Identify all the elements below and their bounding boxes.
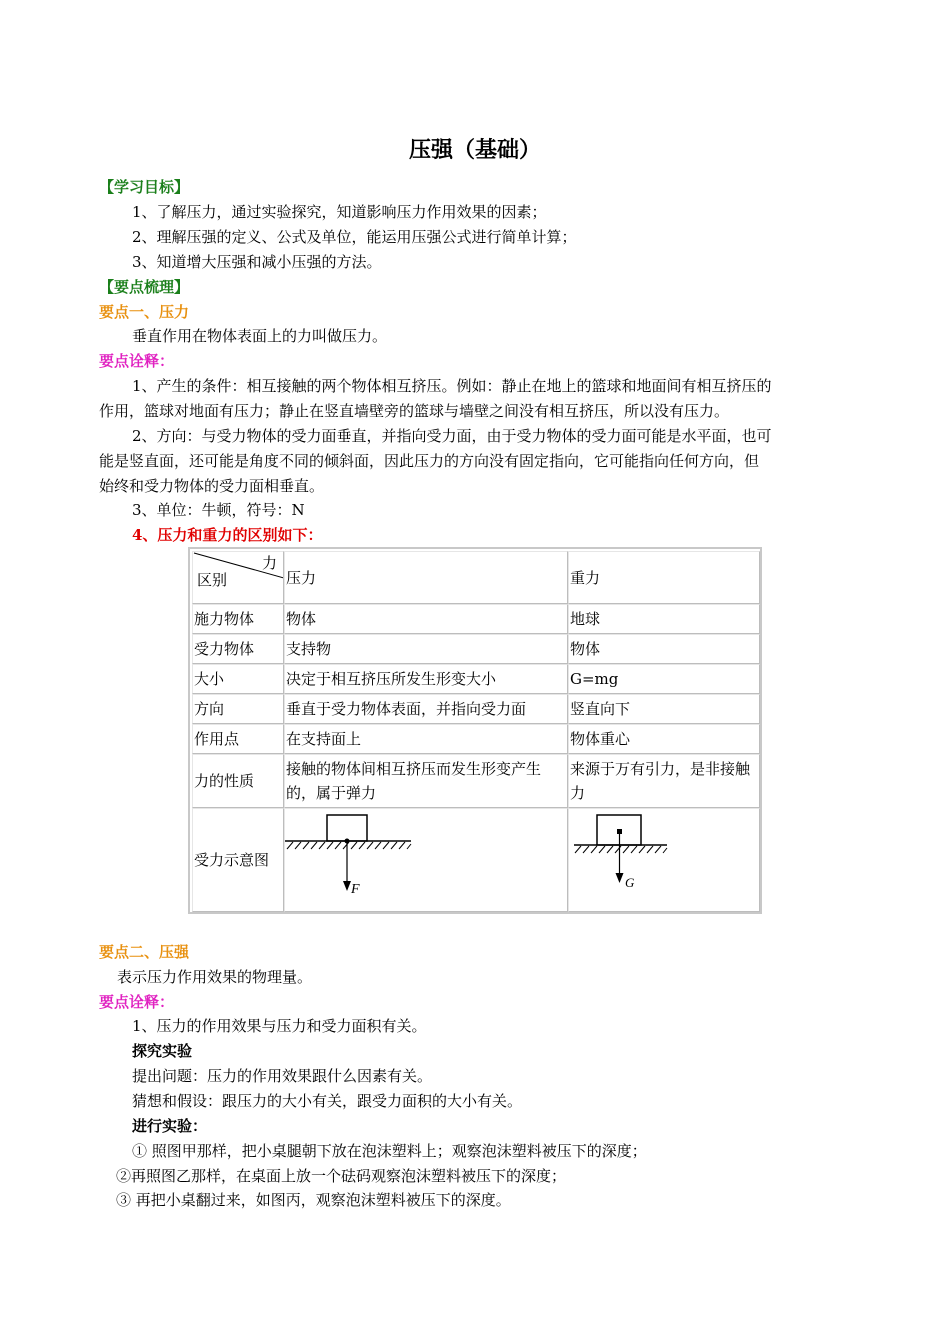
point2-note: 1、压力的作用效果与压力和受力面积有关。 <box>132 1017 427 1035</box>
objectives-heading: 【学习目标】 <box>99 178 190 196</box>
note-line: 能是竖直面，还可能是角度不同的倾斜面，因此压力的方向没有固定指向，它可能指向任何方向，但 <box>99 452 760 470</box>
gravity-force-diagram <box>569 809 760 912</box>
note-line: 3、单位：牛顿，符号：N <box>132 501 305 519</box>
experiment-heading: 探究实验 <box>132 1042 193 1060</box>
table-intro: 4、压力和重力的区别如下： <box>132 526 323 544</box>
note-line: 作用，篮球对地面有压力；静止在竖直墙壁旁的篮球与墙壁之间没有相互挤压，所以没有压力。 <box>99 402 730 420</box>
point1-heading: 要点一、压力 <box>99 303 190 321</box>
row-label: 大小 <box>192 664 284 694</box>
row-label: 力的性质 <box>192 754 284 808</box>
experiment-question: 提出问题：压力的作用效果跟什么因素有关。 <box>132 1067 433 1085</box>
experiment-hypothesis: 猜想和假设：跟压力的大小有关，跟受力面积的大小有关。 <box>132 1092 523 1110</box>
point1-definition: 垂直作用在物体表面上的力叫做压力。 <box>132 327 388 345</box>
row-value-gravity: 物体 <box>568 634 760 664</box>
gravity-diagram-cell <box>568 808 760 912</box>
note-line: 始终和受力物体的受力面相垂直。 <box>99 477 325 495</box>
table-corner-cell <box>192 551 284 604</box>
row-value-pressure: 决定于相互挤压所发生形变大小 <box>284 664 568 694</box>
row-label: 受力示意图 <box>192 808 284 912</box>
point2-notes-heading: 要点诠释： <box>99 993 175 1011</box>
procedure-step: ③ 再把小桌翻过来，如图丙，观察泡沫塑料被压下的深度。 <box>116 1191 511 1209</box>
point2-definition: 表示压力作用效果的物理量。 <box>117 968 313 986</box>
pressure-diagram-cell <box>284 808 568 912</box>
row-label: 方向 <box>192 694 284 724</box>
row-value-pressure: 接触的物体间相互挤压而发生形变产生的，属于弹力 <box>284 754 568 808</box>
row-value-pressure: 物体 <box>284 604 568 634</box>
row-label: 受力物体 <box>192 634 284 664</box>
row-value-gravity: G=mg <box>568 664 760 694</box>
row-value-pressure: 支持物 <box>284 634 568 664</box>
comparison-table <box>188 547 762 914</box>
row-label: 施力物体 <box>192 604 284 634</box>
corner-top-label: 力 <box>261 554 277 572</box>
page-title: 压强（基础） <box>408 137 541 163</box>
row-value-pressure: 垂直于受力物体表面，并指向受力面 <box>284 694 568 724</box>
objective-item: 2、理解压强的定义、公式及单位，能运用压强公式进行简单计算； <box>132 228 577 246</box>
row-value-gravity: 来源于万有引力，是非接触力 <box>568 754 760 808</box>
procedure-heading: 进行实验： <box>132 1117 208 1135</box>
row-value-gravity: 物体重心 <box>568 724 760 754</box>
procedure-step: ① 照图甲那样，把小桌腿朝下放在泡沫塑料上；观察泡沫塑料被压下的深度； <box>132 1142 647 1160</box>
header-pressure: 压力 <box>284 551 568 604</box>
note-line: 2、方向：与受力物体的受力面垂直，并指向受力面，由于受力物体的受力面可能是水平面，也可 <box>132 427 772 445</box>
row-value-pressure: 在支持面上 <box>284 724 568 754</box>
row-value-gravity: 地球 <box>568 604 760 634</box>
force-label-f: F <box>351 882 360 897</box>
objective-item: 1、了解压力，通过实验探究，知道影响压力作用效果的因素； <box>132 203 547 221</box>
note-line: 1、产生的条件：相互接触的两个物体相互挤压。例如：静止在地上的篮球和地面间有相互挤压的 <box>132 377 772 395</box>
header-gravity: 重力 <box>568 551 760 604</box>
row-label: 作用点 <box>192 724 284 754</box>
point1-notes-heading: 要点诠释： <box>99 352 175 370</box>
pressure-force-diagram <box>285 809 568 912</box>
row-value-gravity: 竖直向下 <box>568 694 760 724</box>
objective-item: 3、知道增大压强和减小压强的方法。 <box>132 253 382 271</box>
summary-heading: 【要点梳理】 <box>99 278 190 296</box>
force-label-g: G <box>625 875 635 890</box>
corner-bottom-label: 区别 <box>197 571 228 589</box>
point2-heading: 要点二、压强 <box>99 943 190 961</box>
procedure-step: ②再照图乙那样，在桌面上放一个砝码观察泡沫塑料被压下的深度； <box>116 1167 567 1185</box>
